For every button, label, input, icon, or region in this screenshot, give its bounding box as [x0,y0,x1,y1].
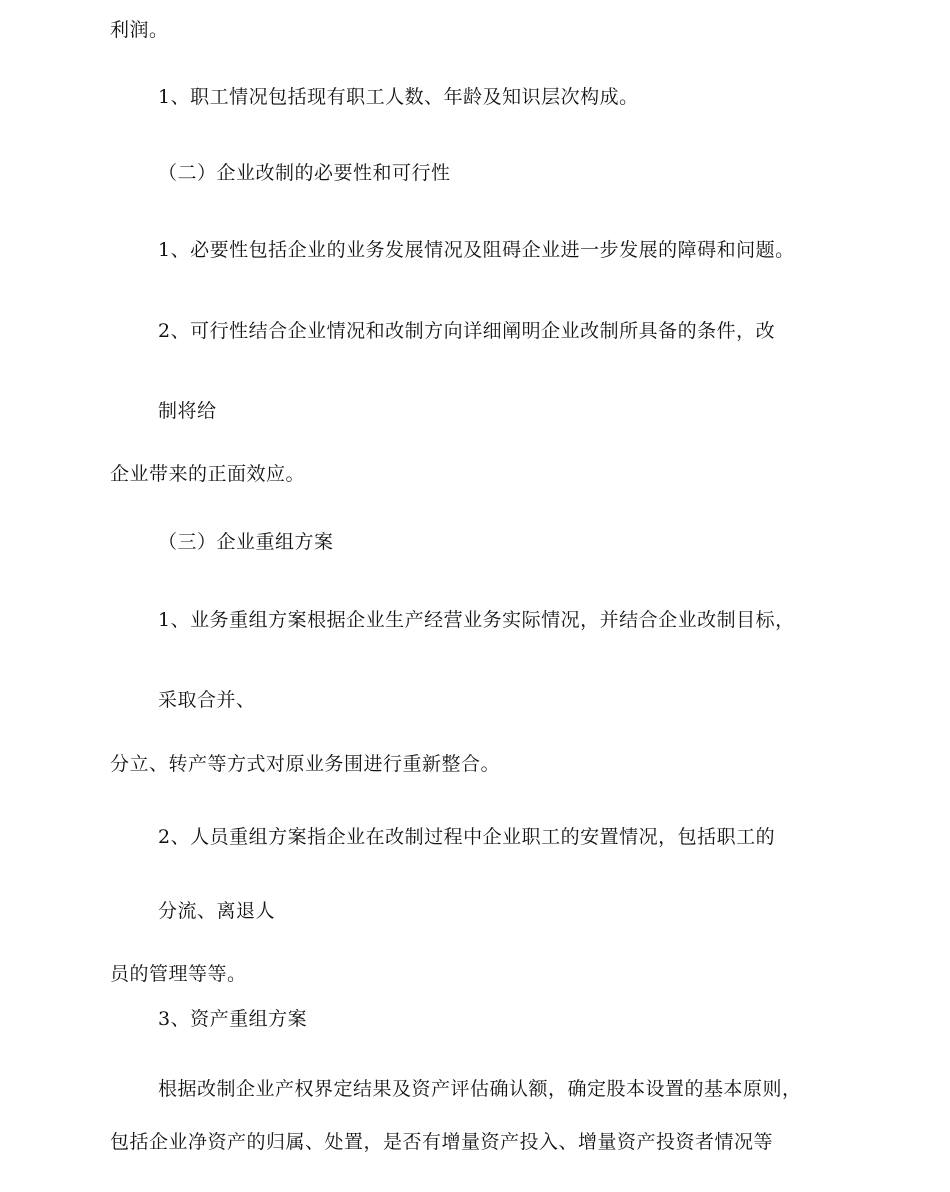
text-line-net-assets: 包括企业净资产的归属、处置，是否有增量资产投入、增量资产投资者情况等 [110,1131,774,1153]
text-line-business-plan: 1、业务重组方案根据企业生产经营业务实际情况，并结合企业改制目标， [158,609,795,631]
text-line-business-plan-cont: 采取合并、 [158,689,256,711]
text-line-staff-management: 员的管理等等。 [110,963,247,985]
text-line-positive-effect: 企业带来的正面效应。 [110,463,306,485]
text-line-profit: 利润。 [110,19,169,41]
text-line-business-merge: 分立、转产等方式对原业务围进行重新整合。 [110,753,501,775]
text-line-necessity: 1、必要性包括企业的业务发展情况及阻碍企业进一步发展的障碍和问题。 [158,239,795,261]
text-line-staff-plan: 2、人员重组方案指企业在改制过程中企业职工的安置情况，包括职工的 [158,826,776,848]
text-line-staff-plan-cont: 分流、离退人 [158,900,276,922]
text-line-equity-principle: 根据改制企业产权界定结果及资产评估确认额，确定股本设置的基本原则， [158,1078,802,1100]
section-heading-2: （二）企业改制的必要性和可行性 [158,162,451,184]
section-heading-3: （三）企业重组方案 [158,531,334,553]
text-line-asset-plan: 3、资产重组方案 [158,1008,308,1030]
text-line-staff: 1、职工情况包括现有职工人数、年龄及知识层次构成。 [158,86,639,108]
text-line-feasibility-cont: 制将给 [158,400,217,422]
text-line-feasibility: 2、可行性结合企业情况和改制方向详细阐明企业改制所具备的条件，改 [158,320,776,342]
